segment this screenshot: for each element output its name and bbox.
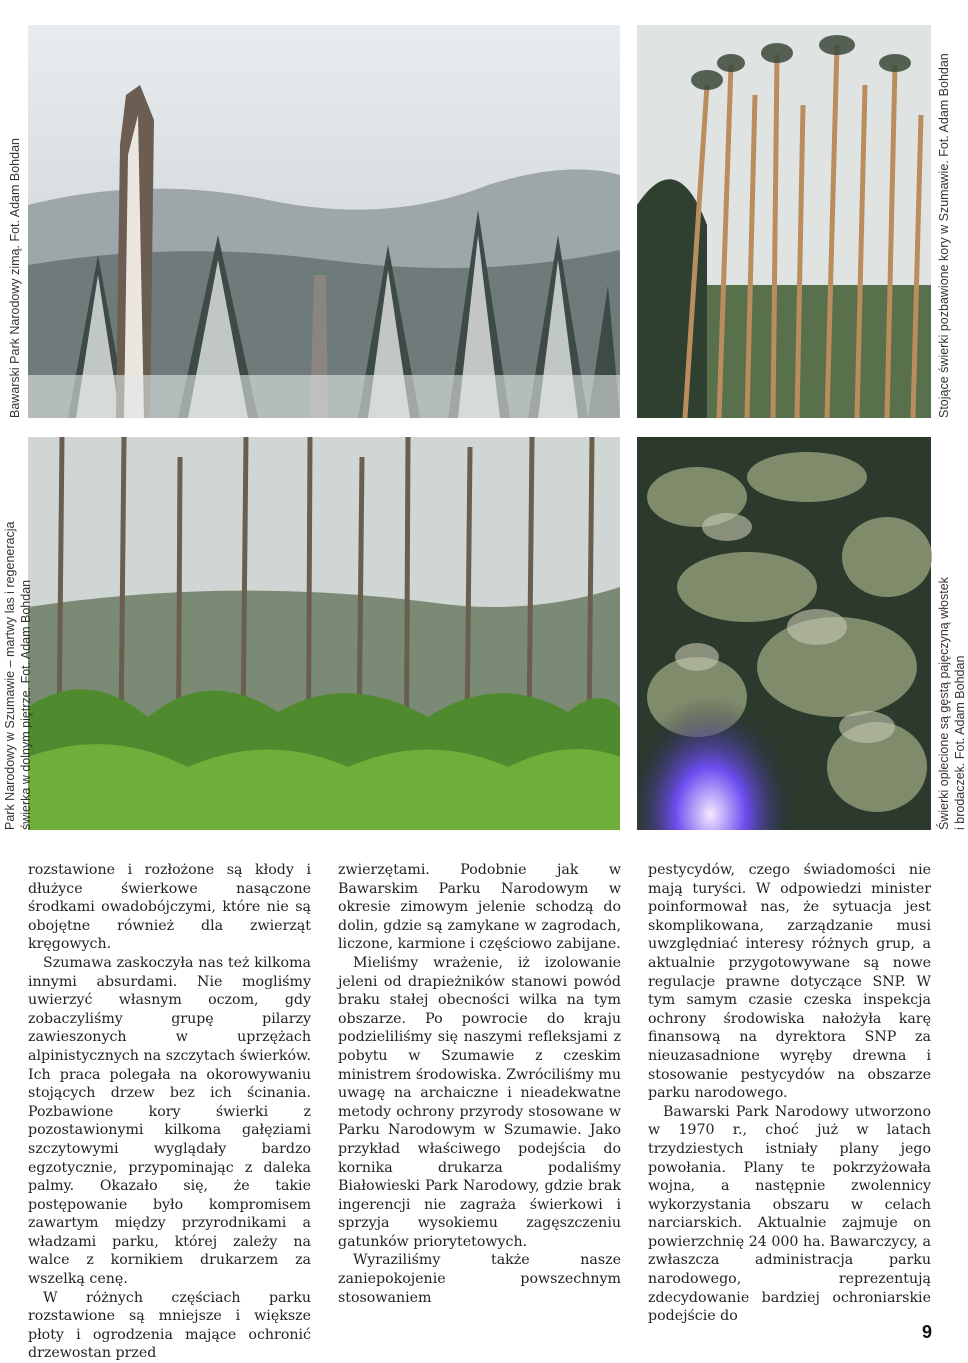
- photo-dead-forest-regeneration: [28, 437, 620, 830]
- paragraph: W różnych częściach parku rozstawione są mniejsze i większe płoty i ogrodzenia mające ochronić drzewostan przed: [28, 1289, 311, 1362]
- caption-dead-forest-line2: świerka w dolnym piętrze. Fot. Adam Bohdan: [19, 579, 33, 830]
- paragraph: rozstawione i rozłożone są kłody i dłużyce świerkowe nasączone środkami owadobójczymi, które nie są obojętne również dla zwierząt kręgowych.: [28, 862, 311, 953]
- caption-lichen-line2: i brodaczek. Fot. Adam Bohdan: [953, 655, 967, 830]
- caption-dead-forest-line1: Park Narodowy w Szumawie – martwy las i regeneracja: [3, 521, 17, 830]
- caption-lichen-line1: Świerki oplecione są gęstą pajęczyną włostek: [937, 577, 951, 830]
- text-column-1: [28, 861, 311, 1363]
- paragraph: zwierzętami. Podobnie jak w Bawarskim Parku Narodowym w okresie zimowym jelenie schodzą do dolin, gdzie są zamykane w zagrodach, liczone, karmione i częściowo zabijane.: [338, 862, 621, 953]
- photo-lichen-spruces: [637, 437, 931, 830]
- lichen-spruces-image: [637, 437, 931, 830]
- paragraph: Szumawa zaskoczyła nas też kilkoma innymi absurdami. Nie mogliśmy uwierzyć własnym oczom, gdy zobaczyliśmy grupę pilarzy zawieszonych w uprzężach alpinistycznych na szczytach świerków. Ich praca polegała na okorowywaniu stojących drzew bez ich ścinania. Pozbawione kory świerki z pozostawionymi kilkoma gałęziami szczytowymi wyglądały bardzo egzotycznie, przypominając z daleka palmy. Okazało się, że takie postępowanie było kompromisem zawartym między przyrodnikami a władzami parku, której zależy na walce z kornikiem drukarzem za wszelką cenę.: [28, 954, 311, 1288]
- paragraph: Wyraziliśmy także nasze zaniepokojenie powszechnym stosowaniem: [338, 1252, 621, 1306]
- dead-forest-regeneration-image: [28, 437, 620, 830]
- paragraph: Bawarski Park Narodowy utworzono w 1970 r., choć już w latach trzydziestych istniały plany jego powołania. Plany te pokrzyżowała wojna, a następnie zwolennicy wykorzystania obszaru w celach narciarskich. Aktualnie zajmuje on powierzchnię 24 000 ha. Bawarczycy, a zwłaszcza administracja parku narodowego, reprezentują zdecydowanie bardziej ochroniarskie podejście do: [648, 1103, 931, 1325]
- caption-debarked-spruces: Stojące świerki pozbawione kory w Szumawie. Fot. Adam Bohdan: [937, 53, 951, 418]
- caption-winter-forest: Bawarski Park Narodowy zimą. Fot. Adam Bohdan: [8, 138, 22, 418]
- paragraph: pestycydów, czego świadomości nie mają turyści. W odpowiedzi minister poinformował nas, że sytuacja jest skomplikowana, zarządzanie musi uwzględniać interesy różnych grup, a aktualnie przygotowywane są nowe regulacje prawne dotyczące SNP. W tym samym czasie czeska inspekcja ochrony środowiska nałożyła karę finansową na dyrektora SNP za nieuzasadnione wyręby drewna i stosowanie pestycydów na obszarze parku narodowego.: [648, 862, 931, 1102]
- debarked-spruces-image: [637, 25, 931, 418]
- winter-forest-image: [28, 25, 620, 418]
- photo-debarked-spruces: [637, 25, 931, 418]
- paragraph: Mieliśmy wrażenie, iż izolowanie jeleni od drapieżników stanowi powód braku stałej obecności wilka na tym obszarze. Po powrocie do kraju podzieliliśmy się naszymi refleksjami z pobytu w Szumawie z czeskim ministrem środowiska. Zwróciliśmy mu uwagę na archaiczne i nieadekwatne metody ochrony przyrody stosowane w Parku Narodowym w Szumawie. Jako przykład właściwego podejścia do kornika drukarza podaliśmy Białowieski Park Narodowy, gdzie brak ingerencji nie zagraża świerkowi i sprzyja wysokiemu zagęszczeniu gatunków priorytetowych.: [338, 954, 621, 1250]
- text-column-2: [338, 861, 621, 1307]
- page-number: 9: [921, 1322, 932, 1342]
- photo-winter-forest: [28, 25, 620, 418]
- text-column-3: [648, 861, 931, 1326]
